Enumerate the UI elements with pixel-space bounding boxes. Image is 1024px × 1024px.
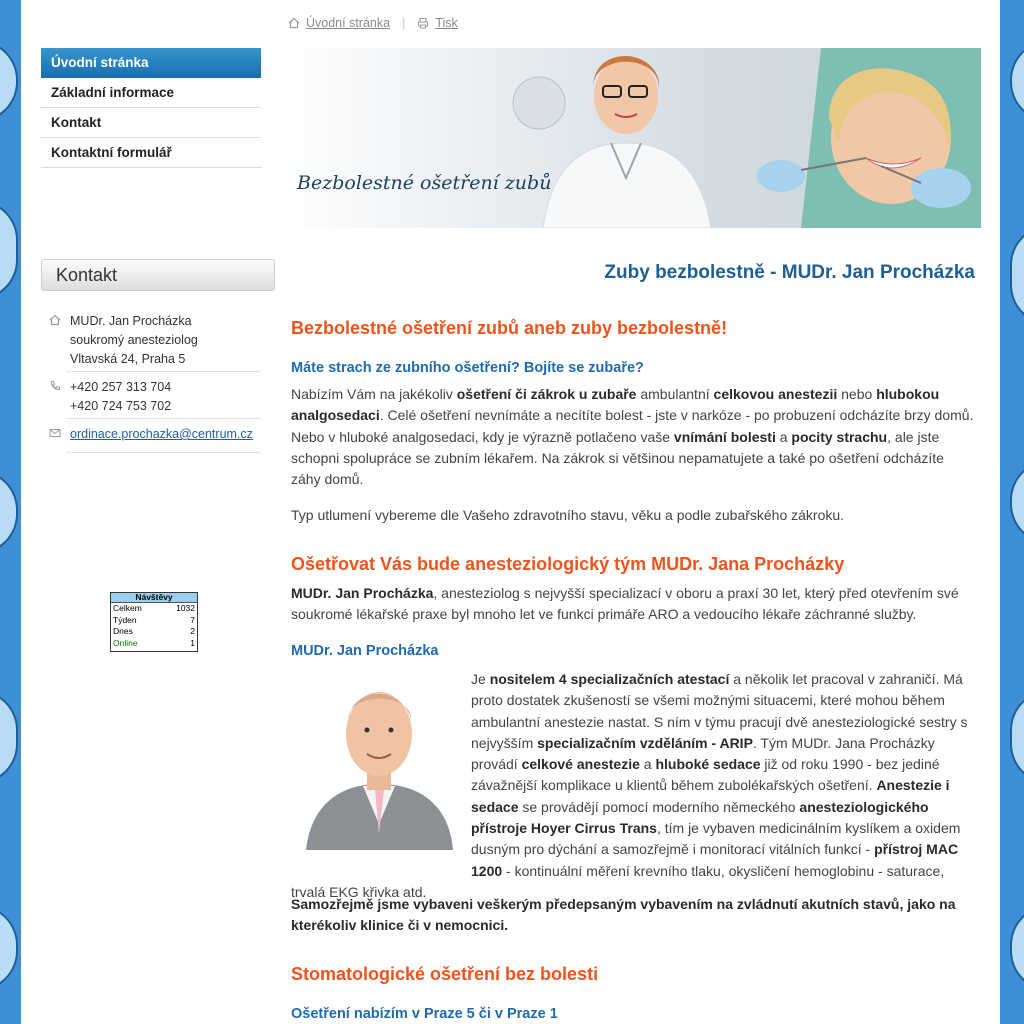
paragraph: Typ utlumení vybereme dle Vašeho zdravotního stavu, věku a podle zubařského zákroku. — [291, 507, 845, 523]
paragraph-emphasis: Samozřejmě jsme vybaveni veškerým předepsaným vybavením na zvládnutí akutních stavů, jako na kterékoliv klinice či v nemocnici. — [291, 896, 956, 934]
mail-icon — [49, 427, 61, 439]
counter-title: Návštěvy — [111, 593, 197, 603]
home-icon — [49, 314, 61, 326]
divider — [66, 371, 261, 372]
paragraph: MUDr. Jan Procházka, anesteziolog s nejvyšší specializací v oboru a praxí 30 let, který před otevřením své soukromé lékařské praxe byl mnoho let ve funkci primáře ARO a vedoucího lékaře záchranné služby. — [291, 585, 959, 623]
paragraph: Nabízím Vám na jakékoliv ošetření či zákrok u zubaře ambulantní celkovou anestezii nebo hlubokou analgosedaci. Celé ošetření nevnímáte a necítíte bolest - jste v narkóze - po probuzení odcházíte brzy domů. Nebo v hluboké analgosedaci, kdy je výrazně potlačeno vaše vnímání bolesti a pocity strachu, ale jste schopni spolupráce se zubním lékařem. Na zákrok si většinou nepamatujete a také po ošetření odcházíte záhy domů. — [291, 386, 974, 488]
banner-caption: Bezbolestné ošetření zubů — [297, 172, 552, 194]
nav-item-basic-info[interactable]: Základní informace — [41, 78, 261, 108]
tooth-decoration — [0, 690, 18, 784]
contact-box-title: Kontakt — [41, 259, 275, 291]
phone-number: +420 257 313 704 — [70, 380, 172, 394]
address-line: MUDr. Jan Procházka — [70, 314, 192, 328]
banner-illustration — [281, 48, 981, 228]
separator: | — [402, 16, 406, 30]
tooth-decoration — [0, 905, 18, 991]
tooth-decoration — [1010, 225, 1024, 325]
home-link[interactable]: Úvodní stránka — [306, 16, 391, 30]
nav-item-contact[interactable]: Kontakt — [41, 108, 261, 138]
tooth-decoration — [0, 200, 18, 300]
counter-row: Celkem 1032 — [113, 603, 195, 613]
print-link[interactable]: Tisk — [435, 16, 458, 30]
top-links — [288, 16, 458, 30]
address-line: soukromý anesteziolog — [70, 333, 198, 347]
tooth-decoration — [0, 470, 18, 554]
subheading: MUDr. Jan Procházka — [291, 643, 439, 659]
tooth-decoration — [0, 40, 18, 122]
tooth-decoration — [1010, 690, 1024, 784]
tooth-decoration — [1010, 40, 1024, 122]
photo-spacer — [291, 669, 471, 861]
divider — [66, 418, 261, 419]
paragraph: Je nositelem 4 specializačních atestací a několik let pracoval v zahraničí. Má proto dostatek zkušeností se všemi možnými situacemi, které mohou během ambulantní anestezie nastat. S ním v týmu pracují dvě anesteziologické sestry s nejvyšším specializačním vzděláním - ARIP. Tým MUDr. Jana Procházky provádí celkové anestezie a hluboké sedace již od roku 1990 - bez jediné závažnější komplikace u klientů během zubolékařských ošetření. Anestezie i sedace se provádějí pomocí moderního německého anesteziologického přístroje Hoyer Cirrus Trans, tím je vybaven medicinálním kyslíkem a oxidem dusným pro dýchání a samozřejmě i monitorací vitálních funkcí - přístroj MAC 1200 - kontinuální měření krevního tlaku, okysličení hemoglobinu - saturace, trvalá EKG křivka atd. — [291, 671, 968, 900]
nav-item-home[interactable]: Úvodní stránka — [41, 48, 261, 78]
section-heading: Ošetřovat Vás bude anesteziologický tým MUDr. Jana Procházky — [291, 554, 845, 574]
subheading: Ošetření nabízím v Praze 5 či v Praze 1 — [291, 1006, 558, 1022]
page-title: Zuby bezbolestně - MUDr. Jan Procházka — [604, 262, 975, 283]
divider — [66, 452, 261, 453]
main-navigation — [41, 48, 261, 168]
email-link[interactable]: ordinace.prochazka@centrum.cz — [70, 427, 253, 441]
address-line: Vltavská 24, Praha 5 — [70, 352, 186, 366]
counter-row: Týden 7 — [113, 614, 195, 625]
visit-counter[interactable] — [110, 592, 198, 652]
nav-item-contact-form[interactable]: Kontaktní formulář — [41, 138, 261, 168]
counter-row: Online 1 — [113, 637, 195, 648]
phone-icon — [49, 380, 61, 392]
tooth-decoration — [1010, 905, 1024, 991]
section-heading: Bezbolestné ošetření zubů aneb zuby bezbolestně! — [291, 318, 728, 338]
tooth-decoration — [1010, 460, 1024, 544]
phone-number: +420 724 753 702 — [70, 399, 172, 413]
counter-row: Dnes 2 — [113, 626, 195, 636]
section-heading: Stomatologické ošetření bez bolesti — [291, 964, 599, 984]
print-icon — [417, 17, 429, 29]
home-icon — [288, 17, 300, 29]
subheading: Máte strach ze zubního ošetření? Bojíte se zubaře? — [291, 360, 644, 376]
header-banner — [281, 48, 981, 228]
page-container — [21, 0, 1000, 1024]
